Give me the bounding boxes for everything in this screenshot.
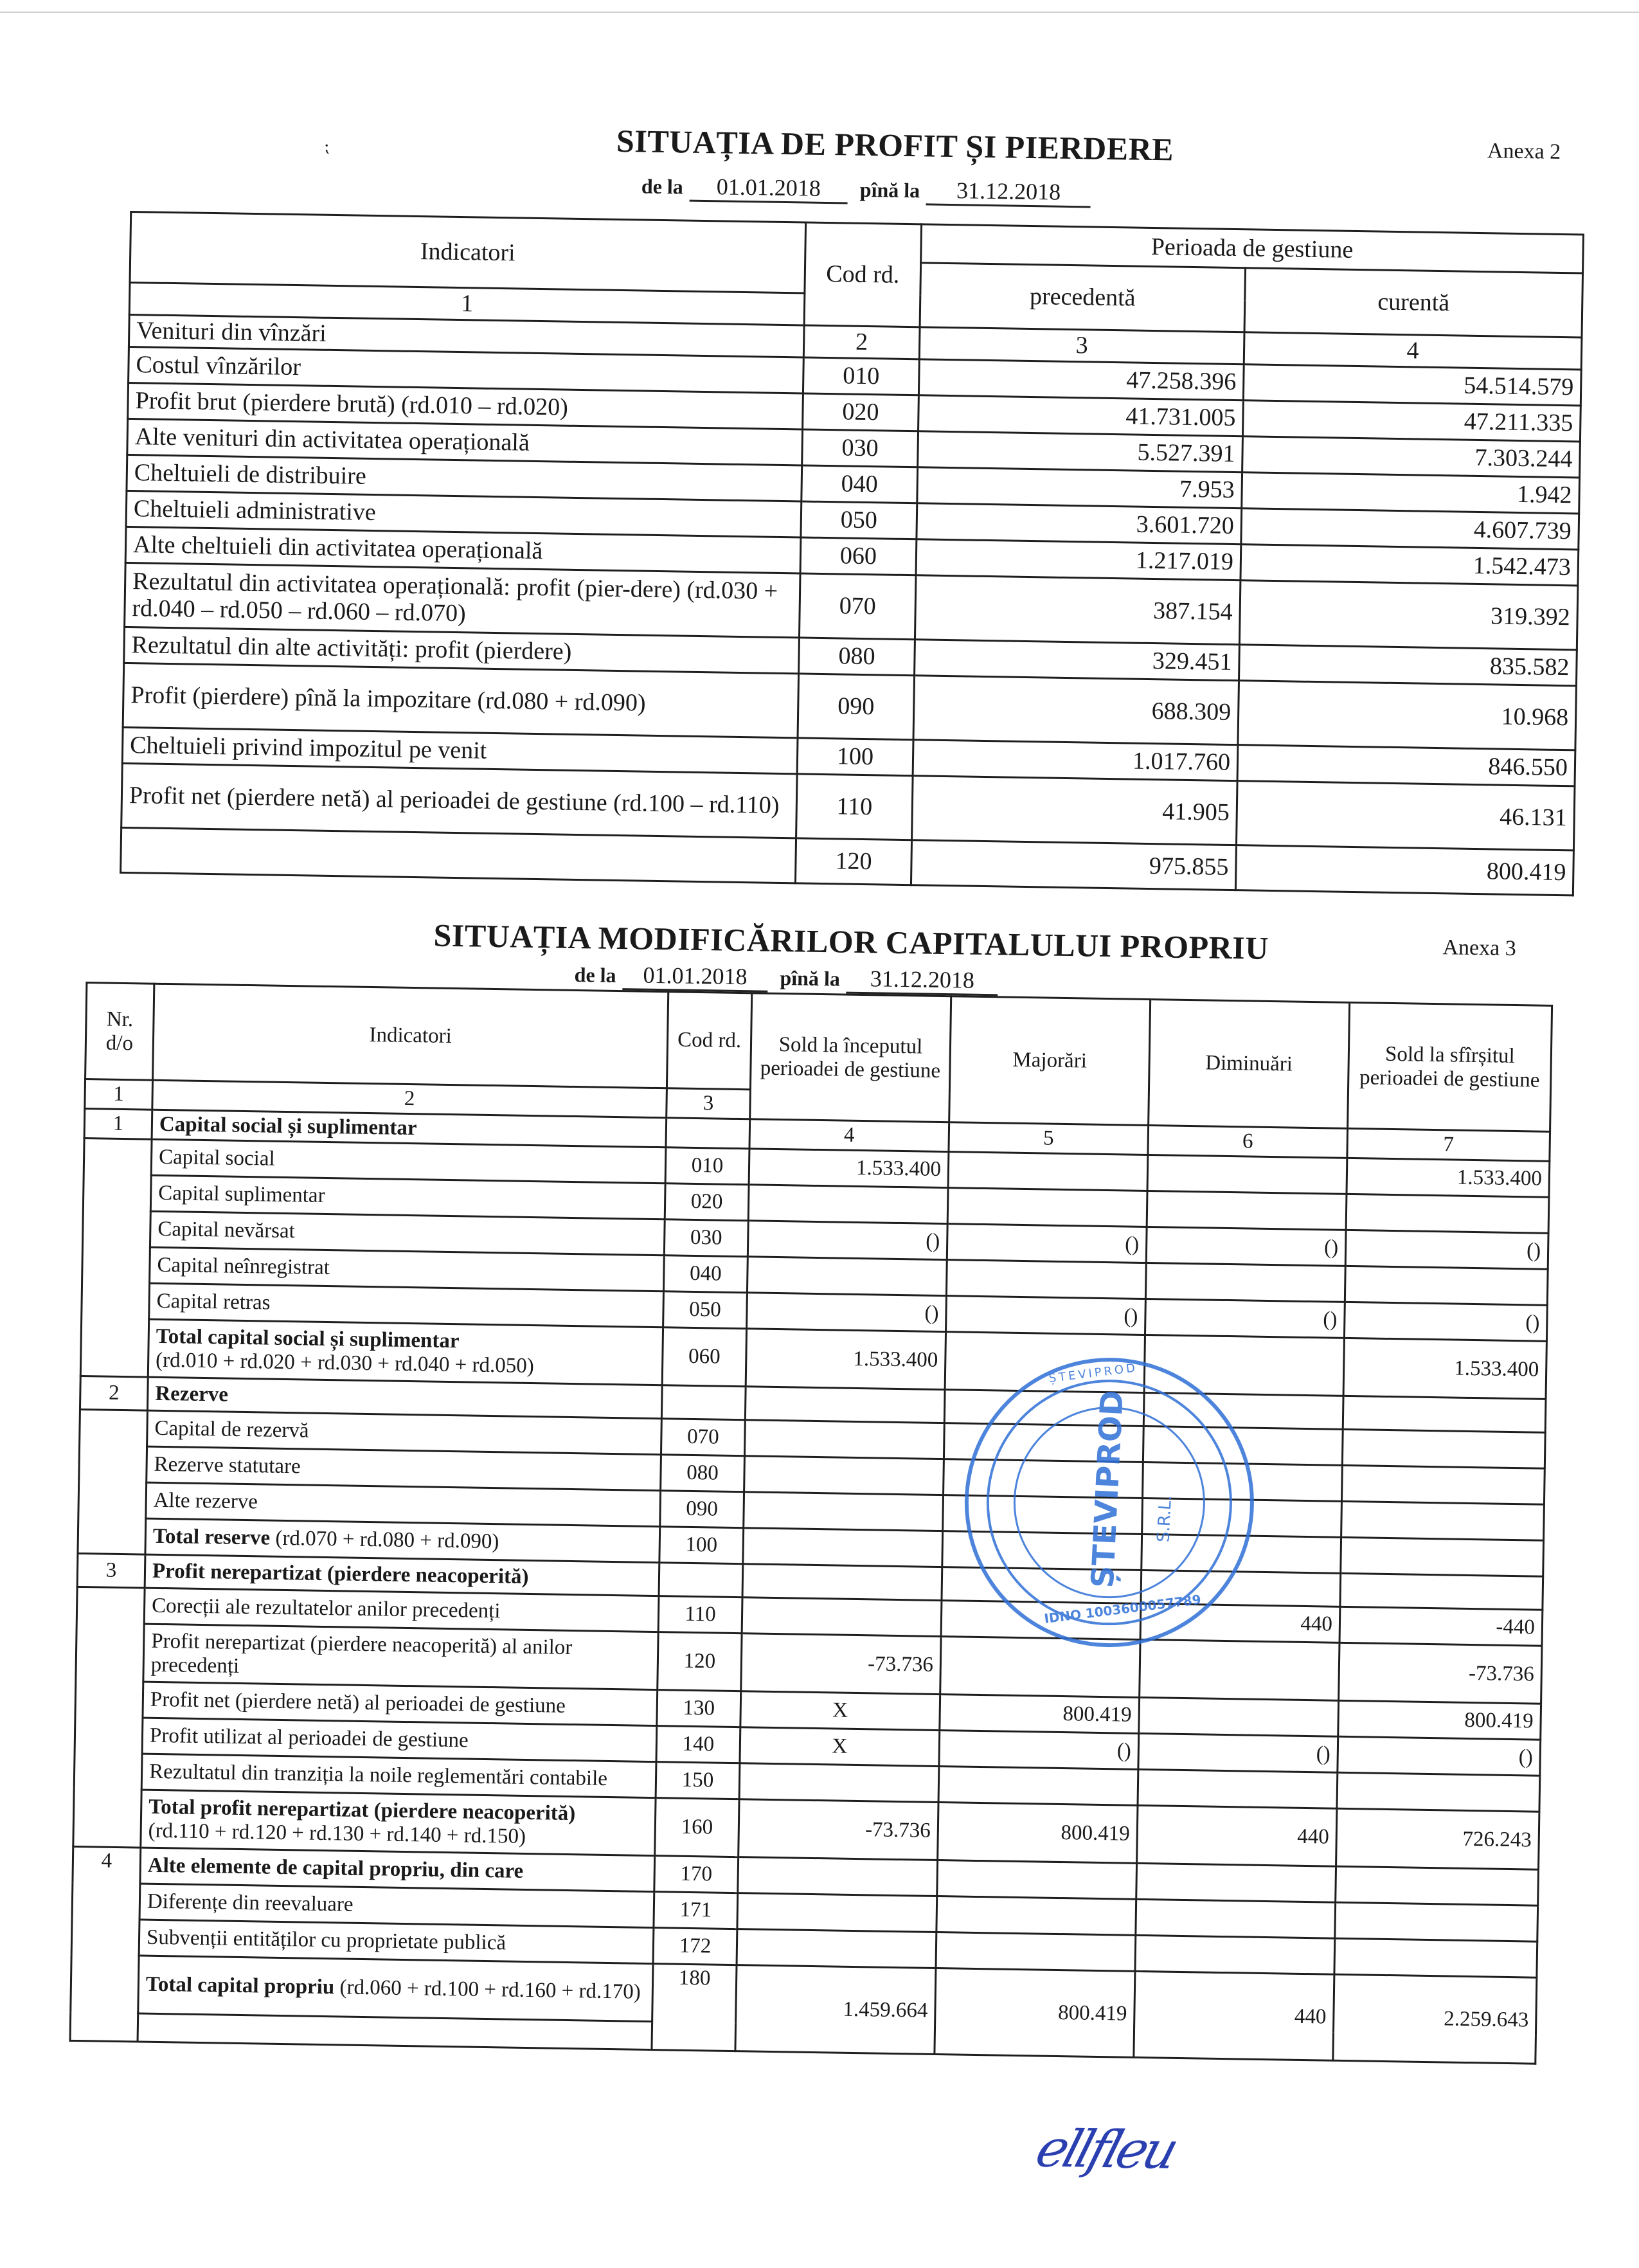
row-increases — [936, 1896, 1136, 1936]
scan-speck: ⁏ — [323, 136, 330, 156]
col-num-6: 6 — [1148, 1126, 1348, 1158]
row-increases: 800.419 — [940, 1695, 1140, 1734]
row-decreases — [1147, 1191, 1347, 1230]
stamp-outer-text: ȘTEVIPROD — [1048, 1361, 1139, 1386]
row-current: 10.968 — [1238, 680, 1577, 750]
row-code: 020 — [665, 1184, 749, 1221]
col-num-2: 2 — [152, 1080, 667, 1118]
row-current: 7.303.244 — [1242, 436, 1581, 477]
row-closing — [1341, 1465, 1545, 1504]
header-current: curentă — [1244, 268, 1583, 338]
row-decreases — [1138, 1769, 1338, 1808]
row-code: 030 — [664, 1220, 748, 1257]
equity-changes-title: SITUAȚIA MODIFICĂRILOR CAPITALULUI PROPRIU — [433, 917, 1269, 966]
col-num-7: 7 — [1347, 1128, 1550, 1161]
row-label: Profit nerepartizat (pierdere neacoperită) — [145, 1554, 659, 1596]
row-label-main: Total capital social și suplimentar — [156, 1324, 460, 1353]
row-code: 170 — [654, 1856, 739, 1893]
row-closing — [1335, 1902, 1538, 1941]
row-label — [141, 1790, 656, 1856]
row-label — [138, 1956, 653, 2022]
row-closing — [1345, 1266, 1548, 1305]
row-current: 4.607.739 — [1241, 508, 1579, 549]
row-label-main: Total capital propriu — [145, 1972, 335, 1999]
row-label: Capital neînregistrat — [150, 1247, 665, 1292]
row-closing — [1337, 1772, 1540, 1812]
row-label: Capital suplimentar — [150, 1175, 665, 1220]
row-code: 020 — [803, 393, 919, 431]
row-code: 120 — [658, 1632, 742, 1691]
row-code: 080 — [661, 1455, 745, 1492]
row-nr: 4 — [70, 1846, 141, 2042]
col-num-4: 4 — [1244, 332, 1582, 370]
row-increases — [948, 1152, 1148, 1191]
row-opening — [738, 1857, 938, 1896]
row-decreases: 440 — [1140, 1603, 1340, 1643]
row-code: 040 — [802, 465, 918, 503]
row-label: Alte elemente de capital propriu, din care — [140, 1848, 655, 1892]
row-closing — [1341, 1537, 1544, 1576]
row-decreases — [1140, 1639, 1339, 1700]
row-opening: -73.736 — [741, 1634, 941, 1695]
profit-loss-table — [120, 211, 1584, 896]
row-code — [659, 1563, 743, 1598]
row-label-formula: (rd.060 + rd.100 + rd.160 + rd.170) — [339, 1976, 641, 2004]
row-label: Cheltuieli privind impozitul pe venit — [122, 727, 798, 773]
signature: ellfleu — [1029, 2118, 1182, 2181]
row-code: 060 — [800, 537, 917, 575]
row-closing: 2.259.643 — [1333, 1974, 1537, 2064]
row-decreases — [1135, 1935, 1335, 1974]
stamp-idno: IDNO 1003600057789 — [1043, 1591, 1202, 1626]
row-label: Capital retras — [149, 1283, 664, 1328]
row-label: Rezultatul din alte activități: profit (pierdere) — [124, 627, 800, 673]
stamp-form: S.R.L. — [1154, 1495, 1176, 1543]
row-opening: -73.736 — [739, 1799, 938, 1860]
row-current: 54.514.579 — [1243, 364, 1581, 405]
row-label-formula: (rd.110 + rd.120 + rd.130 + rd.140 + rd.150) — [148, 1819, 526, 1848]
row-label: Profit net (pierdere netă) al perioadei de gestiune — [143, 1682, 658, 1726]
row-label: Profit (pierdere) pînă la impozitare (rd.080 + rd.090) — [123, 663, 798, 737]
row-code: 090 — [660, 1491, 744, 1528]
row-label: Profit net (pierdere netă) al perioadei de gestiune (rd.100 – rd.110) — [121, 763, 797, 838]
row-opening: X — [740, 1691, 940, 1731]
row-opening: () — [748, 1221, 947, 1260]
row-increases — [936, 1932, 1136, 1972]
row-code: 171 — [654, 1892, 738, 1929]
row-code: 070 — [661, 1419, 745, 1456]
row-label: Capital social — [151, 1139, 666, 1184]
row-current: 800.419 — [1235, 845, 1573, 895]
row-code: 150 — [656, 1762, 740, 1799]
row-opening: 1.533.400 — [749, 1149, 949, 1188]
row-code: 080 — [799, 637, 915, 675]
period-to-label: pînă la — [859, 177, 920, 203]
equity-changes-table — [69, 982, 1554, 2065]
row-opening: () — [747, 1293, 947, 1332]
row-decreases — [1147, 1155, 1347, 1194]
row-decreases: () — [1145, 1299, 1345, 1338]
row-label: Diferențe din reevaluare — [139, 1884, 654, 1928]
row-code: 040 — [663, 1256, 748, 1293]
header-period-group: Perioada de gestiune — [921, 224, 1584, 273]
row-opening — [737, 1893, 937, 1932]
row-previous: 3.601.720 — [917, 503, 1242, 544]
row-code: 130 — [657, 1690, 741, 1727]
row-nr-span — [73, 1587, 145, 1848]
period-from-date: 01.01.2018 — [622, 961, 768, 993]
equity-changes-annex-label: Anexa 3 — [1442, 935, 1517, 960]
row-decreases — [1136, 1863, 1336, 1902]
row-previous: 47.258.396 — [918, 359, 1244, 400]
row-label: Cheltuieli administrative — [126, 491, 802, 537]
row-code: 010 — [803, 357, 919, 395]
row-current: 846.550 — [1237, 744, 1575, 786]
row-closing — [1346, 1194, 1549, 1233]
row-nr: 2 — [80, 1376, 148, 1410]
period-from-label: de la — [641, 174, 684, 199]
row-increases — [937, 1860, 1137, 1900]
row-code: 070 — [799, 573, 916, 639]
header-closing: Sold la sfîrșitul perioadei de gestiune — [1348, 1002, 1552, 1131]
row-closing: 800.419 — [1338, 1700, 1541, 1740]
header-indicators: Indicatori — [130, 212, 806, 292]
row-label: Profit utilizat al perioadei de gestiune — [142, 1718, 657, 1762]
row-label-formula: (rd.010 + rd.020 + rd.030 + rd.040 + rd.050) — [155, 1348, 535, 1378]
row-closing: () — [1338, 1736, 1541, 1776]
row-label: Rezerve statutare — [147, 1446, 661, 1491]
row-label: Rezerve — [147, 1377, 662, 1419]
row-previous: 7.953 — [917, 467, 1242, 508]
row-label: Subvenții entităților cu proprietate publică — [139, 1920, 654, 1964]
col-num-3: 3 — [667, 1088, 751, 1119]
row-code: 110 — [658, 1596, 742, 1634]
row-current: 46.131 — [1236, 780, 1575, 850]
row-code: 050 — [801, 501, 917, 539]
row-opening — [744, 1420, 944, 1459]
row-label: Profit nerepartizat (pierdere neacoperită) al anilor precedenți — [143, 1624, 658, 1690]
row-label: Profit brut (pierdere brută) (rd.010 – rd.020) — [128, 382, 803, 429]
row-previous: 975.855 — [911, 840, 1236, 890]
col-num-2: 2 — [803, 325, 920, 359]
col-num-5: 5 — [949, 1122, 1149, 1155]
row-decreases: () — [1138, 1733, 1338, 1772]
row-increases — [947, 1188, 1147, 1227]
row-label — [148, 1319, 663, 1385]
header-indicators: Indicatori — [153, 984, 668, 1088]
row-label: Cheltuieli de distribuire — [127, 455, 802, 501]
profit-loss-title: SITUAȚIA DE PROFIT ȘI PIERDERE — [616, 122, 1174, 168]
row-increases: 800.419 — [935, 1968, 1135, 2058]
row-increases: () — [946, 1296, 1146, 1335]
period-to-date: 31.12.2018 — [846, 965, 999, 996]
row-closing — [1341, 1501, 1545, 1540]
row-closing: 1.533.400 — [1343, 1338, 1546, 1399]
row-closing — [1342, 1429, 1545, 1468]
row-opening — [745, 1387, 945, 1423]
row-current: 1.942 — [1242, 472, 1580, 513]
header-nr: Nr. d/o — [85, 983, 154, 1081]
row-closing — [1340, 1573, 1543, 1610]
row-decreases: 440 — [1134, 1971, 1334, 2060]
period-to-date: 31.12.2018 — [926, 176, 1091, 208]
row-current: 835.582 — [1239, 644, 1577, 685]
row-previous: 688.309 — [913, 675, 1239, 744]
header-increases: Majorări — [949, 996, 1151, 1126]
row-code: 050 — [663, 1292, 748, 1329]
row-opening — [742, 1564, 942, 1601]
row-label-main: Total profit nerepartizat (pierdere neacoperită) — [148, 1795, 576, 1825]
period-to-label: pînă la — [780, 966, 841, 991]
row-label: Rezultatul din activitatea operațională: profit (pier-dere) (rd.030 + rd.040 – rd.050 – rd.060 – rd.070) — [125, 562, 800, 637]
row-closing: -440 — [1339, 1607, 1543, 1646]
row-decreases: 440 — [1137, 1805, 1337, 1866]
row-code: 100 — [659, 1527, 744, 1564]
row-previous: 41.905 — [912, 775, 1238, 845]
header-previous: precedentă — [920, 263, 1246, 332]
row-closing: () — [1345, 1230, 1548, 1269]
row-opening — [737, 1929, 936, 1968]
row-code — [666, 1118, 750, 1149]
col-num-1: 1 — [85, 1079, 153, 1110]
row-code: 110 — [796, 773, 913, 840]
row-increases — [946, 1260, 1146, 1299]
row-label: Costul vînzărilor — [129, 346, 804, 393]
row-label: Venituri din vînzări — [129, 314, 804, 357]
row-closing — [1343, 1396, 1546, 1432]
row-code: 172 — [653, 1928, 737, 1965]
row-closing: 1.533.400 — [1347, 1158, 1550, 1197]
period-from-date: 01.01.2018 — [689, 173, 848, 204]
row-code: 180 — [652, 1964, 737, 2051]
row-nr-span — [78, 1409, 148, 1554]
row-opening — [744, 1456, 944, 1495]
row-opening — [739, 1763, 939, 1803]
row-nr: 3 — [77, 1553, 145, 1588]
col-num-4: 4 — [749, 1119, 949, 1152]
row-previous: 5.527.391 — [918, 431, 1243, 472]
row-current: 1.542.473 — [1240, 544, 1579, 585]
row-opening: 1.459.664 — [735, 1965, 936, 2055]
row-closing — [1336, 1866, 1539, 1905]
row-label-formula: (rd.070 + rd.080 + rd.090) — [275, 1526, 499, 1554]
row-nr-span — [80, 1138, 152, 1378]
row-label: Alte venituri din activitatea operațională — [127, 419, 803, 465]
row-increases: 800.419 — [938, 1803, 1138, 1864]
row-opening: 1.533.400 — [746, 1329, 945, 1390]
period-from-label: de la — [574, 962, 616, 987]
row-opening — [743, 1528, 943, 1567]
row-label: Capital nevărsat — [150, 1211, 665, 1256]
row-label: Alte cheltuieli din activitatea operațională — [125, 526, 801, 573]
profit-loss-period — [641, 172, 1098, 208]
row-label: Alte rezerve — [146, 1482, 661, 1527]
row-nr: 1 — [84, 1109, 152, 1140]
row-decreases — [1139, 1697, 1339, 1736]
row-opening: X — [740, 1727, 940, 1767]
col-num-3: 3 — [919, 327, 1244, 364]
row-code — [661, 1385, 746, 1420]
row-label: Corecții ale rezultatelor anilor precedenți — [144, 1588, 659, 1632]
header-code: Cod rd. — [804, 222, 921, 327]
col-num-1: 1 — [129, 282, 805, 325]
row-previous: 1.017.760 — [913, 739, 1238, 780]
row-label-main: Total reserve — [152, 1524, 271, 1550]
row-decreases — [1145, 1263, 1345, 1302]
row-code: 060 — [662, 1328, 746, 1387]
row-opening — [747, 1257, 947, 1296]
row-increases: () — [939, 1731, 1139, 1770]
row-label: Rezultatul din tranziția la noile reglementări contabile — [141, 1754, 656, 1798]
row-code: 140 — [656, 1726, 740, 1763]
row-closing: () — [1344, 1302, 1547, 1341]
row-closing: 726.243 — [1336, 1808, 1539, 1869]
header-decreases: Diminuări — [1149, 1000, 1350, 1129]
profit-loss-annex-label: Anexa 2 — [1487, 139, 1561, 164]
row-code: 120 — [795, 838, 911, 885]
row-opening — [744, 1492, 944, 1531]
row-increases: () — [947, 1224, 1147, 1263]
row-previous: 41.731.005 — [918, 395, 1244, 436]
row-closing: -73.736 — [1339, 1643, 1542, 1704]
row-code: 160 — [655, 1798, 739, 1857]
row-closing — [1334, 1938, 1537, 1977]
row-label: Capital social și suplimentar — [152, 1110, 667, 1148]
row-previous: 1.217.019 — [916, 539, 1241, 580]
row-increases — [938, 1767, 1138, 1806]
row-code: 030 — [802, 429, 918, 467]
row-label: Capital de rezervă — [147, 1410, 662, 1455]
row-code: 100 — [797, 737, 913, 775]
row-current: 319.392 — [1239, 580, 1578, 649]
row-decreases — [1136, 1899, 1336, 1938]
header-opening: Sold la începutul perioadei de gestiune — [750, 993, 951, 1122]
row-opening — [742, 1598, 942, 1637]
row-code: 010 — [665, 1148, 749, 1185]
row-opening — [748, 1185, 948, 1224]
row-decreases: () — [1146, 1227, 1346, 1266]
stamp-center-text: ȘTEVIPROD — [1084, 1389, 1131, 1589]
row-code: 090 — [798, 673, 915, 739]
row-previous: 329.451 — [915, 639, 1240, 680]
row-previous: 387.154 — [915, 575, 1240, 644]
header-code: Cod rd. — [667, 992, 751, 1090]
row-current: 47.211.335 — [1242, 400, 1581, 441]
